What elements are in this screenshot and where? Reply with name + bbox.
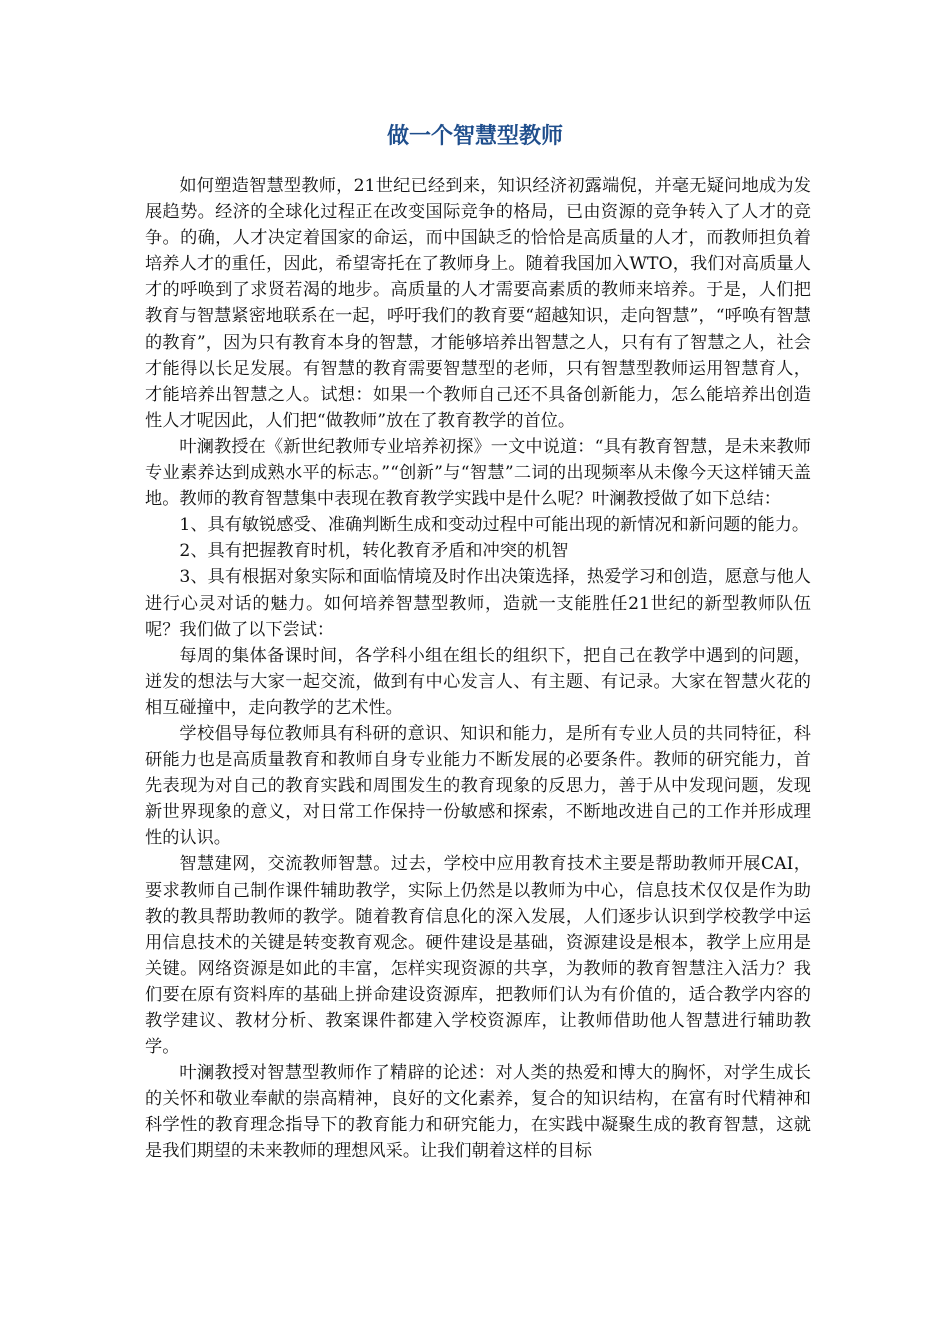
paragraph-point-2: 2、具有把握教育时机，转化教育矛盾和冲突的机智 [179,541,569,562]
document-body [145,173,811,1165]
document-title: 做一个智慧型教师 [386,124,563,149]
paragraph-point-1: 1、具有敏锐感受、准确判断生成和变动过程中可能出现的新情况和新问题的能力。 [179,515,810,536]
paragraph-point-3: 3、具有根据对象实际和面临情境及时作出决策选择，热爱学习和创造，愿意与他人进行心灵对话的魅力。如何培养智慧型教师，造就一支能胜任21世纪的新型教师队伍呢？我们做了以下尝试： [145,567,811,640]
paragraph-intro: 如何塑造智慧型教师，21世纪已经到来，知识经济初露端倪，并毫无疑问地成为发展趋势。经济的全球化过程正在改变国际竞争的格局，已由资源的竞争转入了人才的竞争。的确，人才决定着国家的命运，而中国缺乏的恰恰是高质量的人才，而教师担负着培养人才的重任，因此，希望寄托在了教师身上。随着我国加入WTO，我们对高质量人才的呼唤到了求贤若渴的地步。高质量的人才需要高素质的教师来培养。于是，人们把教育与智慧紧密地联系在一起，呼吁我们的教育要“超越知识，走向智慧”，“呼唤有智慧的教育”，因为只有教育本身的智慧，才能够培养出智慧之人，只有有了智慧之人，社会才能得以长足发展。有智慧的教育需要智慧型的老师，只有智慧型教师运用智慧育人，才能培养出智慧之人。试想：如果一个教师自己还不具备创新能力，怎么能培养出创造性人才呢因此，人们把“做教师”放在了教育教学的首位。 [145,176,811,431]
paragraph-research: 学校倡导每位教师具有科研的意识、知识和能力，是所有专业人员的共同特征，科研能力也是高质量教育和教师自身专业能力不断发展的必要条件。教师的研究能力，首先表现为对自己的教育实践和周围发生的教育现象的反思力，善于从中发现问题，发现新世界现象的意义，对日常工作保持一份敏感和探索，不断地改进自己的工作并形成理性的认识。 [145,723,811,849]
paragraph-lesson-prep: 每周的集体备课时间，各学科小组在组长的组织下，把自己在教学中遇到的问题，迸发的想法与大家一起交流，做到有中心发言人、有主题、有记录。大家在智慧火花的相互碰撞中，走向教学的艺术性。 [145,645,811,718]
paragraph-ye-lan-quote: 叶澜教授在《新世纪教师专业培养初探》一文中说道：“具有教育智慧，是未来教师专业素养达到成熟水平的标志。”“创新”与“智慧”二词的出现频率从未像今天这样铺天盖地。教师的教育智慧集中表现在教育教学实践中是什么呢？叶澜教授做了如下总结： [145,436,811,510]
paragraph-network: 智慧建网，交流教师智慧。过去，学校中应用教育技术主要是帮助教师开展CAI，要求教师自己制作课件辅助教学，实际上仍然是以教师为中心，信息技术仅仅是作为助教的教具帮助教师的教学。随着教育信息化的深入发展，人们逐步认识到学校教学中运用信息技术的关键是转变教育观念。硬件建设是基础，资源建设是根本，教学上应用是关键。网络资源是如此的丰富，怎样实现资源的共享，为教师的教育智慧注入活力？我们要在原有资料库的基础上拼命建设资源库，把教师们认为有价值的，适合教学内容的教学建议、教材分析、教案课件都建入学校资源库，让教师借助他人智慧进行辅助教学。 [145,854,811,1058]
paragraph-conclusion: 叶澜教授对智慧型教师作了精辟的论述：对人类的热爱和博大的胸怀，对学生成长的关怀和敬业奉献的崇高精神，良好的文化素养，复合的知识结构，在富有时代精神和科学性的教育理念指导下的教育能力和研究能力，在实践中凝聚生成的教育智慧，这就是我们期望的未来教师的理想风采。让我们朝着这样的目标 [145,1063,811,1162]
